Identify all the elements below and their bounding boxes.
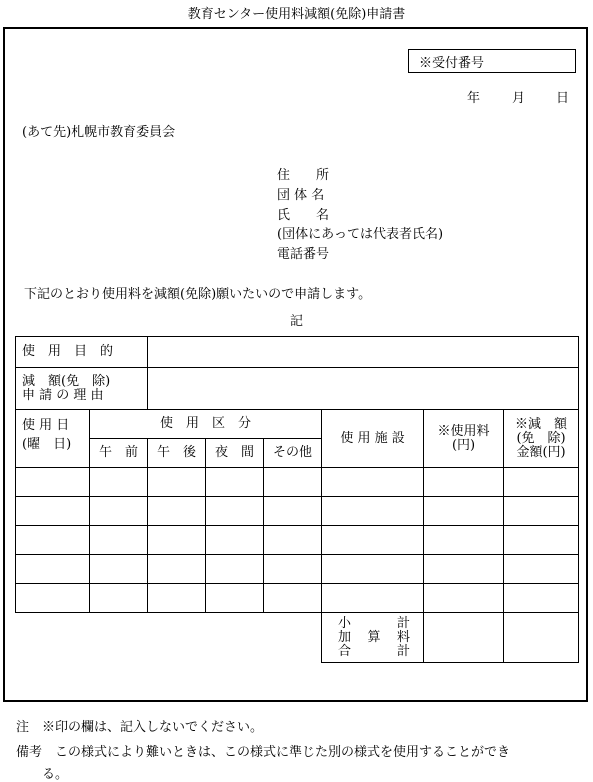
night-cell[interactable]	[206, 526, 264, 555]
subtotal-label: 小 計	[338, 615, 411, 631]
morning-cell[interactable]	[90, 584, 148, 613]
fee-cell[interactable]	[424, 555, 504, 584]
reason-label-line1: 減 額(免 除)	[22, 373, 111, 389]
night-cell[interactable]	[206, 468, 264, 497]
purpose-label-cell	[16, 337, 148, 368]
reduction-cell[interactable]	[504, 497, 579, 526]
date-cell[interactable]	[16, 497, 90, 526]
name-label[interactable]: 氏 名	[277, 208, 330, 223]
facility-cell[interactable]	[322, 584, 424, 613]
application-statement: 下記のとおり使用料を減額(免除)願いたいので申請します。	[24, 287, 372, 302]
other-cell[interactable]	[264, 584, 322, 613]
morning-header: 午 前	[90, 439, 148, 468]
division-label: 使 用 区 分	[90, 410, 322, 439]
other-cell[interactable]	[264, 555, 322, 584]
summary-reduction-cell[interactable]	[504, 613, 579, 663]
afternoon-cell[interactable]	[148, 497, 206, 526]
fee-label-line1: ※使用料	[437, 423, 490, 439]
date-cell[interactable]	[16, 468, 90, 497]
purpose-label: 使 用 目 的	[22, 344, 114, 359]
ki-heading: 記	[289, 314, 303, 329]
page-title: 教育センター使用料減額(免除)申請書	[187, 7, 406, 22]
table-row	[16, 555, 579, 584]
facility-cell[interactable]	[322, 468, 424, 497]
remarks-text-line2: る。	[42, 767, 69, 782]
table-row	[16, 584, 579, 613]
reduction-cell[interactable]	[504, 526, 579, 555]
reduction-label-line1: ※減 額	[515, 416, 568, 432]
usage-table	[15, 336, 579, 663]
date-label-cell	[16, 410, 90, 468]
table-row	[16, 497, 579, 526]
group-name-label[interactable]: 団 体 名	[277, 188, 325, 203]
reason-input[interactable]	[148, 368, 579, 410]
night-header: 夜 間	[206, 439, 264, 468]
fee-cell[interactable]	[424, 526, 504, 555]
phone-label[interactable]: 電話番号	[277, 247, 330, 262]
other-cell[interactable]	[264, 526, 322, 555]
reason-label-line2: 申 請 の 理 由	[22, 387, 104, 403]
reduction-cell[interactable]	[504, 468, 579, 497]
date-label-line2: (曜 日)	[22, 437, 72, 452]
other-header: その他	[264, 439, 322, 468]
fee-label-line2: (円)	[451, 437, 476, 453]
summary-labels-cell	[322, 613, 424, 663]
morning-cell[interactable]	[90, 526, 148, 555]
receipt-number-box	[408, 49, 576, 73]
date-cell[interactable]	[16, 555, 90, 584]
facility-cell[interactable]	[322, 526, 424, 555]
other-cell[interactable]	[264, 497, 322, 526]
reduction-label-line2: (免 除)	[516, 430, 566, 446]
table-row	[16, 526, 579, 555]
other-cell[interactable]	[264, 468, 322, 497]
date-cell[interactable]	[16, 526, 90, 555]
reduction-label-line3: 金額(円)	[516, 444, 566, 460]
morning-cell[interactable]	[90, 468, 148, 497]
night-cell[interactable]	[206, 555, 264, 584]
facility-label: 使 用 施 設	[322, 410, 424, 468]
afternoon-cell[interactable]	[148, 584, 206, 613]
reduction-cell[interactable]	[504, 555, 579, 584]
reason-label-cell	[16, 368, 148, 410]
note-text: 注 ※印の欄は、記入しないでください。	[16, 720, 264, 735]
reduction-label-cell	[504, 410, 579, 468]
remarks-text-line1: 備考 この様式により難いときは、この様式に準じた別の様式を使用することができ	[16, 745, 511, 760]
facility-cell[interactable]	[322, 555, 424, 584]
purpose-input[interactable]	[148, 337, 579, 368]
date-year-label[interactable]: 年	[467, 91, 481, 106]
table-row	[16, 468, 579, 497]
facility-cell[interactable]	[322, 497, 424, 526]
morning-cell[interactable]	[90, 497, 148, 526]
night-cell[interactable]	[206, 584, 264, 613]
date-label-line1: 使 用 日	[22, 418, 70, 433]
addressee: (あて先)札幌市教育委員会	[22, 125, 176, 140]
afternoon-cell[interactable]	[148, 526, 206, 555]
fee-label-cell	[424, 410, 504, 468]
reduction-cell[interactable]	[504, 584, 579, 613]
afternoon-cell[interactable]	[148, 468, 206, 497]
afternoon-header: 午 後	[148, 439, 206, 468]
surcharge-label: 加 算 料	[338, 629, 410, 645]
night-cell[interactable]	[206, 497, 264, 526]
fee-cell[interactable]	[424, 468, 504, 497]
date-day-label[interactable]: 日	[556, 91, 570, 106]
fee-cell[interactable]	[424, 497, 504, 526]
representative-label: (団体にあっては代表者氏名)	[277, 227, 444, 242]
fee-cell[interactable]	[424, 584, 504, 613]
address-label[interactable]: 住 所	[277, 168, 330, 183]
date-month-label[interactable]: 月	[512, 91, 526, 106]
afternoon-cell[interactable]	[148, 555, 206, 584]
summary-spacer	[16, 613, 322, 663]
receipt-number-label: ※受付番号	[419, 56, 485, 71]
morning-cell[interactable]	[90, 555, 148, 584]
summary-fee-cell[interactable]	[424, 613, 504, 663]
total-label: 合 計	[338, 643, 411, 659]
date-cell[interactable]	[16, 584, 90, 613]
